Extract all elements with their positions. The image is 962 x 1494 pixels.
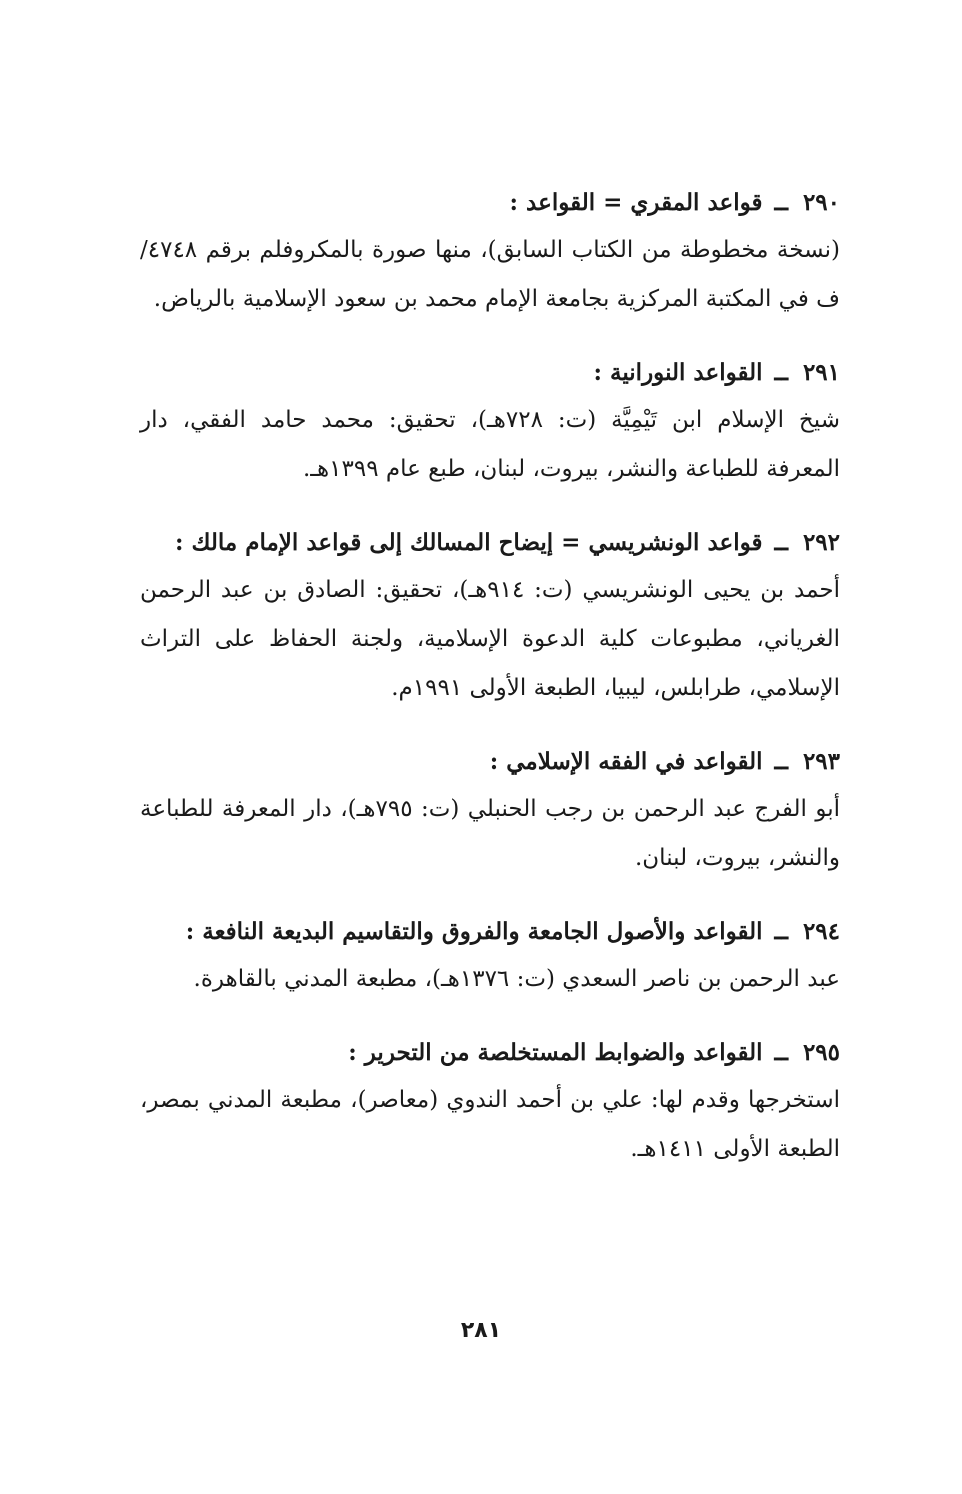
entry-dash: ــ bbox=[774, 529, 788, 556]
bibliography-entry bbox=[140, 350, 840, 494]
entry-heading bbox=[140, 180, 840, 226]
bibliography-entry bbox=[140, 520, 840, 713]
entry-description: (نسخة مخطوطة من الكتاب السابق)، منها صورة بالمكروفلم برقم ٤٧٤٨/ف في المكتبة المركزية بجامعة الإمام محمد بن سعود الإسلامية بالرياض. bbox=[140, 237, 840, 312]
entry-description: أحمد بن يحيى الونشريسي (ت: ٩١٤هـ)، تحقيق: الصادق بن عبد الرحمن الغرياني، مطبوعات كلية الدعوة الإسلامية، ولجنة الحفاظ على التراث الإسلامي، طرابلس، ليبيا، الطبعة الأولى ١٩٩١م. bbox=[140, 577, 840, 701]
entry-dash: ــ bbox=[774, 1039, 788, 1066]
entry-number: ٢٩٠ bbox=[802, 189, 840, 216]
entry-heading bbox=[140, 520, 840, 566]
entry-number: ٢٩٥ bbox=[802, 1039, 840, 1066]
entry-number: ٢٩٢ bbox=[802, 529, 840, 556]
entry-dash: ــ bbox=[774, 359, 788, 386]
entry-number: ٢٩٣ bbox=[802, 748, 840, 775]
entry-number: ٢٩٤ bbox=[802, 918, 840, 945]
entry-title: قواعد المقري = القواعد : bbox=[509, 189, 763, 216]
entry-dash: ــ bbox=[774, 189, 788, 216]
bibliography-entry bbox=[140, 1030, 840, 1174]
bibliography-entry bbox=[140, 909, 840, 1004]
entry-heading bbox=[140, 350, 840, 396]
bibliography-entry bbox=[140, 739, 840, 883]
entry-title: القواعد والضوابط المستخلصة من التحرير : bbox=[348, 1039, 763, 1066]
entry-description: عبد الرحمن بن ناصر السعدي (ت: ١٣٧٦هـ)، مطبعة المدني بالقاهرة. bbox=[193, 966, 840, 992]
page-number: ٢٨١ bbox=[460, 1318, 502, 1343]
bibliography-entry bbox=[140, 180, 840, 324]
entry-heading bbox=[140, 1030, 840, 1076]
entry-heading bbox=[140, 909, 840, 955]
entry-title: القواعد والأصول الجامعة والفروق والتقاسيم البديعة النافعة : bbox=[185, 918, 763, 945]
entry-title: قواعد الونشريسي = إيضاح المسالك إلى قواعد الإمام مالك : bbox=[175, 529, 763, 556]
entry-title: القواعد النورانية : bbox=[593, 359, 763, 386]
entry-dash: ــ bbox=[774, 748, 788, 775]
entry-title: القواعد في الفقه الإسلامي : bbox=[489, 748, 763, 775]
entry-number: ٢٩١ bbox=[802, 359, 840, 386]
entry-heading bbox=[140, 739, 840, 785]
entry-description: أبو الفرج عبد الرحمن بن رجب الحنبلي (ت: ٧٩٥هـ)، دار المعرفة للطباعة والنشر، بيروت، لبنان. bbox=[140, 796, 840, 871]
entry-description: شيخ الإسلام ابن تَيْمِيَّة (ت: ٧٢٨هـ)، تحقيق: محمد حامد الفقي، دار المعرفة للطباعة والنشر، بيروت، لبنان، طبع عام ١٣٩٩هـ. bbox=[140, 407, 840, 482]
page-content bbox=[140, 180, 840, 1200]
entry-dash: ــ bbox=[774, 918, 788, 945]
entry-description: استخرجها وقدم لها: علي بن أحمد الندوي (معاصر)، مطبعة المدني بمصر، الطبعة الأولى ١٤١١هـ. bbox=[140, 1087, 841, 1162]
